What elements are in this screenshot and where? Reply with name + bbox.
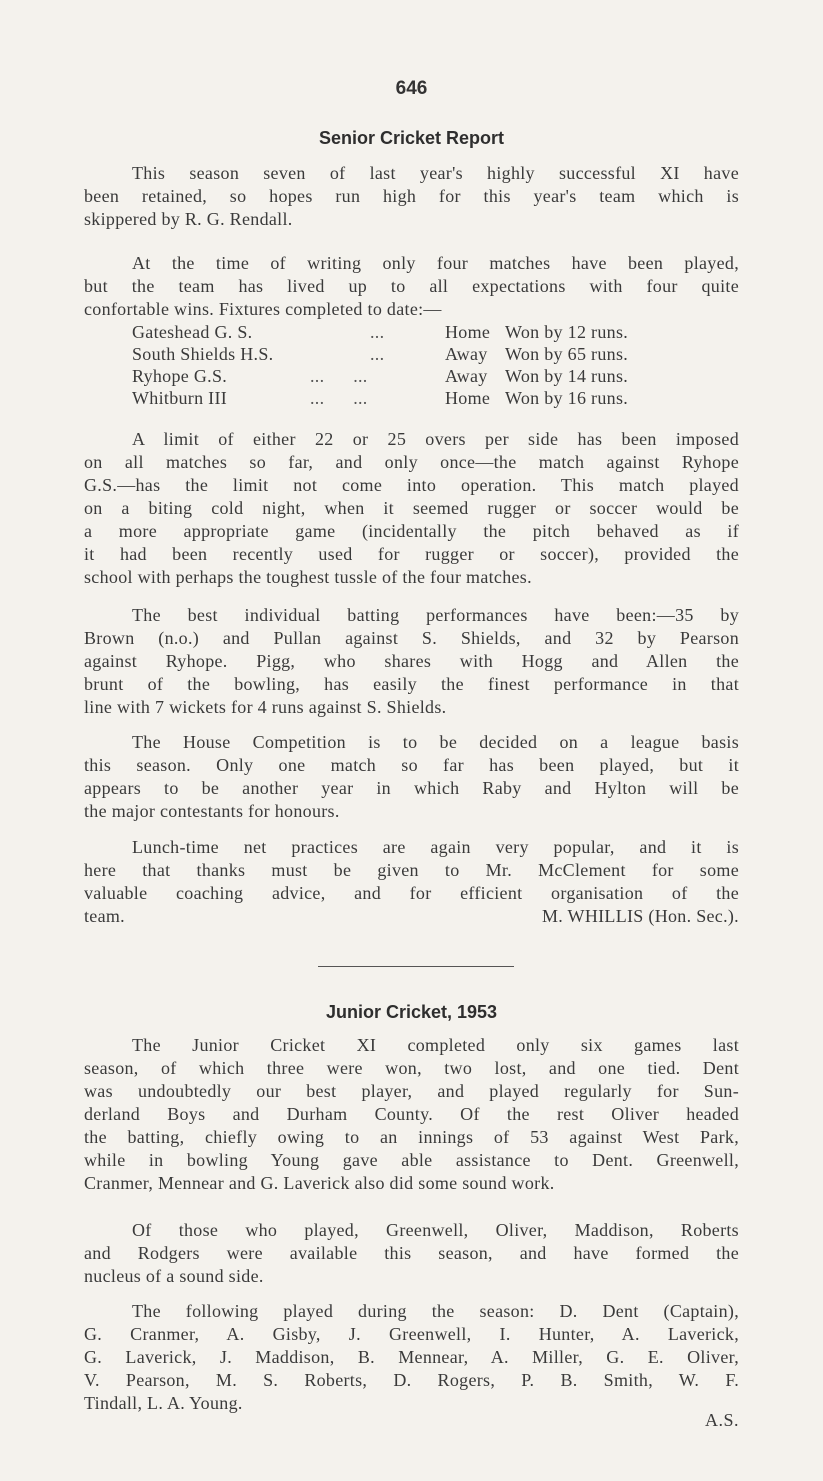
senior-paragraph-2 xyxy=(84,252,739,321)
senior-paragraph-1 xyxy=(84,162,739,231)
text-line: This season seven of last year's highly successful XI have xyxy=(132,163,739,183)
fixture-team: Whitburn III xyxy=(132,388,228,408)
senior-signature-line xyxy=(84,905,739,928)
text-line: Of those who played, Greenwell, Oliver, Maddison, Roberts xyxy=(132,1220,739,1240)
text-line: At the time of writing only four matches have been played, xyxy=(132,253,739,273)
text-line: The Junior Cricket XI completed only six games last xyxy=(132,1035,739,1055)
text-line: school with perhaps the toughest tussle of the four matches. xyxy=(84,567,532,587)
fixture-venue: Home xyxy=(445,322,491,342)
text-line: G. Cranmer, A. Gisby, J. Greenwell, I. Hunter, A. Laverick, xyxy=(84,1324,739,1344)
text-line: line with 7 wickets for 4 runs against S. Shields. xyxy=(84,697,447,717)
senior-paragraph-6 xyxy=(84,836,739,905)
fixture-venue: Away xyxy=(445,366,488,386)
fixture-venue: Away xyxy=(445,344,488,364)
paragraph-end-word: team. xyxy=(84,906,125,926)
fixture-leader: ... xyxy=(370,344,385,364)
fixture-venue: Home xyxy=(445,388,491,408)
text-line: confortable wins. Fixtures completed to date:— xyxy=(84,299,442,319)
text-line: V. Pearson, M. S. Roberts, D. Rogers, P. B. Smith, W. F. xyxy=(84,1370,739,1390)
text-line: while in bowling Young gave able assistance to Dent. Greenwell, xyxy=(84,1150,739,1170)
page-number: 646 xyxy=(395,78,428,99)
junior-paragraph-1 xyxy=(84,1034,739,1195)
fixture-team: Ryhope G.S. xyxy=(132,366,228,386)
text-line: on all matches so far, and only once—the match against Ryhope xyxy=(84,452,739,472)
fixture-row xyxy=(132,365,732,387)
text-line: been retained, so hopes run high for this year's team which is xyxy=(84,186,739,206)
text-line: here that thanks must be given to Mr. McClement for some xyxy=(84,860,739,880)
fixture-team: South Shields H.S. xyxy=(132,344,274,364)
fixture-result: Won by 16 runs. xyxy=(505,388,629,408)
text-line: derland Boys and Durham County. Of the rest Oliver headed xyxy=(84,1104,739,1124)
fixture-row xyxy=(132,387,732,409)
fixture-leader: ... ... xyxy=(310,366,368,386)
text-line: against Ryhope. Pigg, who shares with Hogg and Allen the xyxy=(84,651,739,671)
junior-paragraph-3 xyxy=(84,1300,739,1415)
senior-paragraph-4 xyxy=(84,604,739,719)
senior-paragraph-5 xyxy=(84,731,739,823)
text-line: Cranmer, Mennear and G. Laverick also did some sound work. xyxy=(84,1173,555,1193)
text-line: Lunch-time net practices are again very popular, and it is xyxy=(132,837,739,857)
fixture-result: Won by 65 runs. xyxy=(505,344,629,364)
text-line: appears to be another year in which Raby and Hylton will be xyxy=(84,778,739,798)
text-line: nucleus of a sound side. xyxy=(84,1266,264,1286)
text-line: G.S.—has the limit not come into operation. This match played xyxy=(84,475,739,495)
fixture-row xyxy=(132,343,732,365)
fixture-result: Won by 14 runs. xyxy=(505,366,629,386)
text-line: valuable coaching advice, and for efficient organisation of the xyxy=(84,883,739,903)
text-line: and Rodgers were available this season, and have formed the xyxy=(84,1243,739,1263)
text-line: season, of which three were won, two lost, and one tied. Dent xyxy=(84,1058,739,1078)
fixture-leader: ... ... xyxy=(310,388,368,408)
text-line: Brown (n.o.) and Pullan against S. Shields, and 32 by Pearson xyxy=(84,628,739,648)
text-line: the major contestants for honours. xyxy=(84,801,340,821)
fixture-result: Won by 12 runs. xyxy=(505,322,629,342)
text-line: G. Laverick, J. Maddison, B. Mennear, A. Miller, G. E. Oliver, xyxy=(84,1347,739,1367)
senior-signature: M. WHILLIS (Hon. Sec.). xyxy=(541,906,739,926)
junior-author-initials: A.S. xyxy=(704,1410,739,1430)
text-line: on a biting cold night, when it seemed rugger or soccer would be xyxy=(84,498,739,518)
fixture-row xyxy=(132,321,732,343)
text-line: brunt of the bowling, has easily the finest performance in that xyxy=(84,674,739,694)
text-line: The best individual batting performances have been:—35 by xyxy=(132,605,739,625)
text-line: was undoubtedly our best player, and played regularly for Sun- xyxy=(84,1081,739,1101)
fixtures-table xyxy=(132,321,732,409)
text-line: but the team has lived up to all expectations with four quite xyxy=(84,276,739,296)
senior-cricket-heading: Senior Cricket Report xyxy=(318,128,505,148)
text-line: this season. Only one match so far has been played, but it xyxy=(84,755,739,775)
junior-paragraph-2 xyxy=(84,1219,739,1288)
junior-cricket-heading: Junior Cricket, 1953 xyxy=(325,1002,498,1022)
fixture-leader: ... xyxy=(370,322,385,342)
text-line: it had been recently used for rugger or soccer), provided the xyxy=(84,544,739,564)
text-line: The House Competition is to be decided on a league basis xyxy=(132,732,739,752)
text-line: skippered by R. G. Rendall. xyxy=(84,209,293,229)
text-line: the batting, chiefly owing to an innings of 53 against West Park, xyxy=(84,1127,739,1147)
text-line: A limit of either 22 or 25 overs per side has been imposed xyxy=(132,429,739,449)
text-line: The following played during the season: D. Dent (Captain), xyxy=(132,1301,739,1321)
section-divider xyxy=(318,966,514,967)
text-line: a more appropriate game (incidentally the pitch behaved as if xyxy=(84,521,739,541)
text-line: Tindall, L. A. Young. xyxy=(84,1393,243,1413)
fixture-team: Gateshead G. S. xyxy=(132,322,253,342)
senior-paragraph-3 xyxy=(84,428,739,589)
